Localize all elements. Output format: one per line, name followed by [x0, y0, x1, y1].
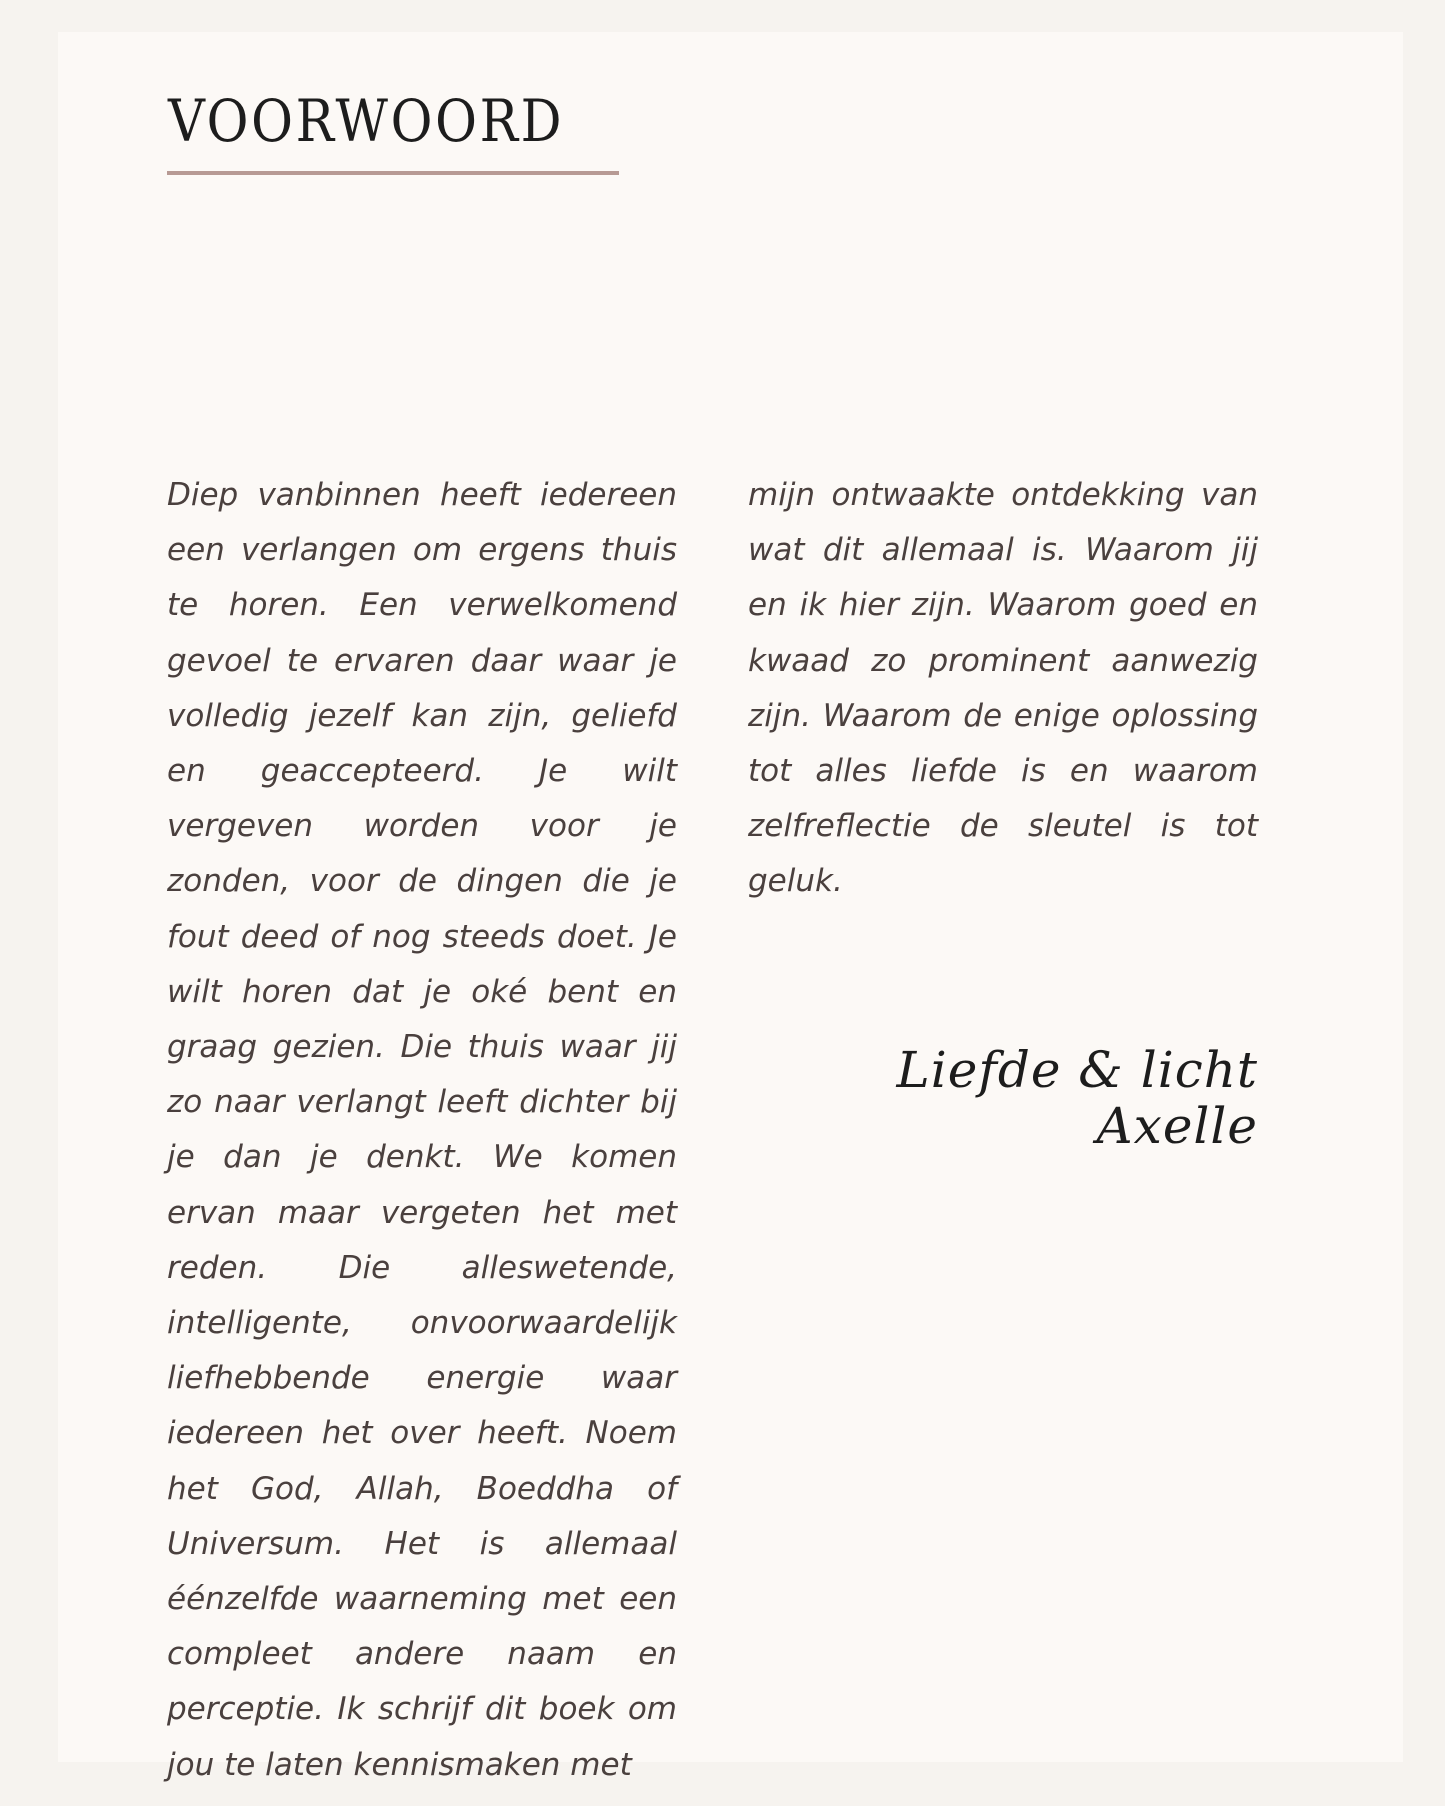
title-underline: [167, 171, 619, 175]
body-text-left-column: Diep vanbinnen heeft iedereen een verlangen om ergens thuis te horen. Een verwelkomend gevoel te ervaren daar waar je volledig jezelf kan zijn, geliefd en geaccepteerd. Je wilt vergeven worden voor je zonden, voor de dingen die je fout deed of nog steeds doet. Je wilt horen dat je oké bent en graag gezien. Die thuis waar jij zo naar verlangt leeft dichter bij je dan je denkt. We komen ervan maar vergeten het met reden. Die alleswetende, intelligente, onvoorwaardelijk liefhebbende energie waar iedereen het over heeft. Noem het God, Allah, Boeddha of Universum. Het is allemaal éénzelfde waarneming met een compleet andere naam en perceptie. Ik schrijf dit boek om jou te laten kennismaken met: [167, 477, 677, 1783]
page-title: VOORWOORD: [168, 87, 565, 155]
body-text-right-column: mijn ontwaakte ontdekking van wat dit allemaal is. Waarom jij en ik hier zijn. Waarom goed en kwaad zo prominent aanwezig zijn. Waarom de enige oplossing tot alles liefde is en waarom zelfreflectie de sleutel is tot geluk.: [748, 477, 1258, 900]
signature-name: Axelle: [1096, 1097, 1258, 1155]
document-page: [58, 32, 1403, 1783]
signature: [748, 1042, 1258, 1154]
signature-greeting: Liefde & licht: [896, 1041, 1258, 1099]
